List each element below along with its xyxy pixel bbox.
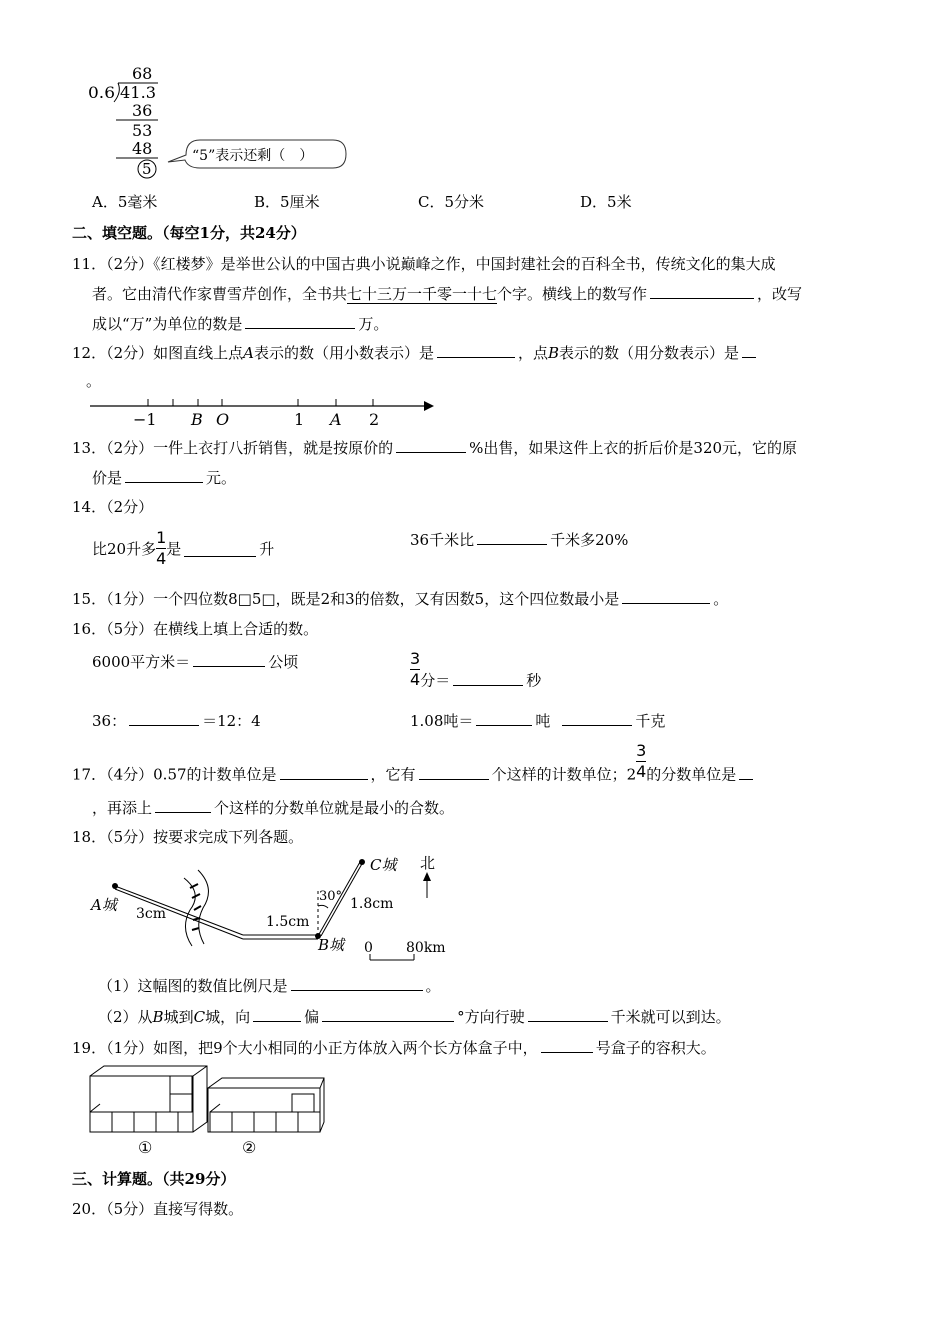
q16-b2: 秒	[526, 671, 542, 690]
q19-number: 19．	[72, 1039, 107, 1057]
box-1	[90, 1066, 207, 1132]
q14-number: 14．	[72, 498, 107, 516]
q11-text3a: 成以“万”为单位的数是	[92, 315, 243, 333]
q14-blank-2[interactable]	[477, 529, 547, 545]
q17-blank-2[interactable]	[419, 764, 489, 780]
division-dividend: 41.3	[120, 83, 156, 102]
q17-blank-3[interactable]	[739, 764, 753, 780]
q16-blank-a[interactable]	[193, 651, 265, 667]
question-15	[72, 588, 728, 609]
label-minus-one: −1	[133, 410, 157, 429]
division-step2: 53	[132, 121, 153, 140]
q11-line2	[92, 283, 802, 304]
city-b-label: B城	[318, 936, 345, 954]
q18-sub1b: 。	[425, 977, 441, 995]
q18-blank-1[interactable]	[291, 975, 423, 991]
option-a[interactable]: A．5毫米	[92, 193, 158, 211]
label-two: 2	[369, 410, 380, 429]
number-line	[88, 395, 438, 430]
q18-map-svg	[88, 848, 468, 968]
q12-var-a: A	[243, 344, 254, 362]
q17-text2b: 个这样的分数单位就是最小的合数。	[214, 799, 455, 817]
q19-figure	[88, 1062, 338, 1157]
question-20	[72, 1198, 243, 1219]
q17-fraction	[636, 741, 646, 782]
q16-a2: 公顷	[268, 653, 299, 671]
q11-text2b: 个字。横线上的数写作	[497, 285, 648, 303]
q11-text2c: ，改写	[757, 285, 803, 303]
bubble-text: “5”表示还剩（ ）	[192, 148, 314, 164]
q14-left-c: 升	[259, 540, 275, 558]
label-one: 1	[294, 410, 305, 429]
q16-frac-num: 3	[410, 649, 421, 668]
q18-sub2e: 城，向	[205, 1008, 251, 1026]
q16-c1: 36：	[92, 712, 127, 730]
label-b: B	[191, 410, 203, 429]
q19-text1a: （1分）如图，把9个大小相同的小正方体放入两个长方体盒子中，	[106, 1039, 538, 1057]
q16-item-b	[410, 649, 541, 691]
q12-line2: 。	[86, 372, 102, 390]
q13-text2a: 价是	[92, 469, 123, 487]
section-title-fill-in: 二、填空题。（每空1分，共24分）	[72, 224, 306, 242]
q12-text1d: 表示的数（用分数表示）是	[559, 344, 740, 362]
q17-number: 17．	[72, 765, 107, 784]
q16-d1: 1.08吨＝	[410, 712, 474, 730]
question-18	[72, 826, 303, 847]
q11-text3b: 万。	[358, 315, 389, 333]
q11-number: 11．	[72, 255, 107, 273]
q16-d3: 千克	[635, 712, 666, 730]
q18-sub2a: （2）从	[98, 1008, 153, 1026]
q15-blank[interactable]	[622, 588, 710, 604]
label-o: O	[216, 410, 230, 429]
q16-blank-d1[interactable]	[476, 710, 532, 726]
route-a-river	[115, 886, 243, 935]
axis-arrow	[424, 401, 434, 411]
city-c-label: C城	[370, 856, 397, 874]
q17-text1d: 的分数单位是	[646, 765, 737, 784]
long-division-svg	[88, 62, 358, 182]
q16-b1: 分＝	[420, 671, 451, 690]
q12-number: 12．	[72, 344, 107, 362]
q11-line3	[92, 313, 388, 334]
q17-line2	[92, 797, 454, 818]
q14-text1: （2分）	[106, 498, 154, 516]
q18-sub2c: 城到	[163, 1008, 194, 1026]
q16-item-a	[92, 651, 298, 672]
division-divisor: 0.6	[88, 83, 115, 102]
q18-text1: （5分）按要求完成下列各题。	[106, 828, 304, 846]
city-c-dot	[359, 859, 365, 865]
angle-arc	[318, 905, 328, 908]
q18-number: 18．	[72, 828, 107, 846]
q18-sub2	[98, 1006, 731, 1027]
q16-c2: ＝12：4	[202, 712, 261, 730]
q18-sub2b: B	[152, 1008, 164, 1026]
long-division-figure	[88, 62, 358, 182]
distance-river-b: 1.5cm	[266, 914, 310, 930]
q20-text1: （5分）直接写得数。	[106, 1200, 244, 1218]
division-step3: 48	[132, 139, 153, 158]
question-12	[72, 342, 759, 363]
q16-item-d	[410, 710, 665, 731]
scale-zero: 0	[364, 940, 373, 956]
angle-label: 30°	[319, 889, 343, 904]
question-11	[72, 253, 776, 274]
q19-blank[interactable]	[541, 1037, 593, 1053]
q16-text1: （5分）在横线上填上合适的数。	[106, 620, 319, 638]
q15-text1: （1分）一个四位数8□5□，既是2和3的倍数，又有因数5，这个四位数最小是	[106, 590, 620, 608]
q16-d2: 吨	[535, 712, 551, 730]
q14-fraction	[156, 528, 166, 569]
q16-fraction	[410, 649, 420, 690]
q13-blank-1[interactable]	[396, 437, 466, 453]
q18-sub2h: 千米就可以到达。	[610, 1008, 731, 1026]
label-a: A	[330, 410, 342, 429]
q18-sub1a: （1）这幅图的数值比例尺是	[98, 977, 288, 995]
route-a-river-2	[115, 889, 243, 939]
q11-underlined-number: 七十三万一千零一十七	[347, 285, 498, 303]
city-a-label: A城	[91, 896, 117, 914]
box-2	[208, 1078, 324, 1132]
q16-item-c	[92, 710, 261, 731]
q14-frac-num: 1	[156, 528, 167, 547]
q19-text1b: 号盒子的容积大。	[595, 1039, 716, 1057]
q18-sub2d: C	[193, 1008, 206, 1026]
section-title-calculation: 三、计算题。（共29分）	[72, 1170, 236, 1188]
q16-blank-d2[interactable]	[562, 710, 632, 726]
q14-right-b: 千米多20%	[550, 531, 629, 549]
q12-text1c: ，点	[518, 344, 549, 362]
river-left	[184, 878, 195, 946]
q16-frac-den: 4	[410, 670, 421, 689]
q13-text2b: 元。	[206, 469, 237, 487]
q17-blank-4[interactable]	[155, 797, 211, 813]
q16-blank-b[interactable]	[453, 670, 523, 686]
q18-blank-4[interactable]	[528, 1006, 608, 1022]
q11-blank-1[interactable]	[650, 283, 754, 299]
q17-text1a: （4分）0.57的计数单位是	[106, 765, 277, 784]
division-remainder: 5	[142, 160, 152, 178]
q11-blank-2[interactable]	[245, 313, 355, 329]
q14-left-a: 比20升多	[92, 540, 157, 558]
q12-blank-1[interactable]	[437, 342, 515, 358]
q18-sub2g: °方向行驶	[457, 1008, 525, 1026]
q19-figure-svg	[88, 1062, 338, 1157]
question-16	[72, 618, 318, 639]
q15-number: 15．	[72, 590, 107, 608]
q14-right	[410, 529, 628, 550]
box-2-label: ②	[242, 1138, 257, 1157]
distance-b-c: 1.8cm	[350, 896, 394, 912]
q17-frac-den: 4	[636, 762, 647, 781]
division-quotient: 68	[132, 64, 153, 83]
q14-left	[92, 528, 274, 569]
scale-80km: 80km	[406, 940, 446, 956]
q16-number: 16．	[72, 620, 107, 638]
q20-number: 20．	[72, 1200, 107, 1218]
q16-blank-c[interactable]	[129, 710, 199, 726]
q18-sub2f: 偏	[304, 1008, 320, 1026]
q12-text1b: 表示的数（用小数表示）是	[253, 344, 434, 362]
q12-text1a: （2分）如图直线上点	[106, 344, 244, 362]
q11-text2a: 者。它由清代作家曹雪芹创作，全书共	[92, 285, 348, 303]
q13-text1a: （2分）一件上衣打八折销售，就是按原价的	[106, 439, 394, 457]
question-13	[72, 437, 797, 458]
q14-right-a: 36千米比	[410, 531, 475, 549]
option-d[interactable]: D．5米	[580, 193, 632, 211]
number-line-svg	[88, 395, 438, 430]
q12-var-b: B	[548, 344, 560, 362]
box-1-label: ①	[138, 1138, 153, 1157]
question-17	[72, 741, 756, 785]
q18-blank-2[interactable]	[253, 1006, 301, 1022]
q17-text2a: ，再添上	[92, 799, 153, 817]
q17-frac-num: 3	[636, 741, 647, 760]
q17-text1c: 个这样的计数单位；2	[491, 765, 637, 784]
distance-ab-1: 3cm	[136, 906, 167, 922]
north-arrow-head	[423, 872, 431, 881]
q13-blank-2[interactable]	[125, 467, 203, 483]
q16-a1: 6000平方米＝	[92, 653, 191, 671]
q11-text-line1: （2分）《红楼梦》是举世公认的中国古典小说巅峰之作，中国封建社会的百科全书，传统文化的集大成	[106, 255, 776, 273]
q13-number: 13．	[72, 439, 107, 457]
north-label: 北	[420, 854, 436, 872]
q18-sub1	[98, 975, 441, 996]
question-19	[72, 1037, 716, 1058]
option-b[interactable]: B．5厘米	[254, 193, 320, 211]
q14-frac-den: 4	[156, 549, 167, 568]
q14-left-b: 是	[166, 540, 182, 558]
question-14	[72, 496, 153, 517]
division-step1: 36	[132, 101, 153, 120]
option-c[interactable]: C．5分米	[418, 193, 485, 211]
q13-text1b: %出售，如果这件上衣的折后价是320元，它的原	[469, 439, 798, 457]
q12-blank-2[interactable]	[742, 342, 756, 358]
q13-line2	[92, 467, 236, 488]
q18-blank-3[interactable]	[322, 1006, 454, 1022]
q14-blank-1[interactable]	[184, 541, 256, 557]
q15-text2: 。	[713, 590, 729, 608]
q17-text1b: ，它有	[370, 765, 416, 784]
q18-map	[88, 848, 468, 968]
q17-blank-1[interactable]	[280, 764, 368, 780]
